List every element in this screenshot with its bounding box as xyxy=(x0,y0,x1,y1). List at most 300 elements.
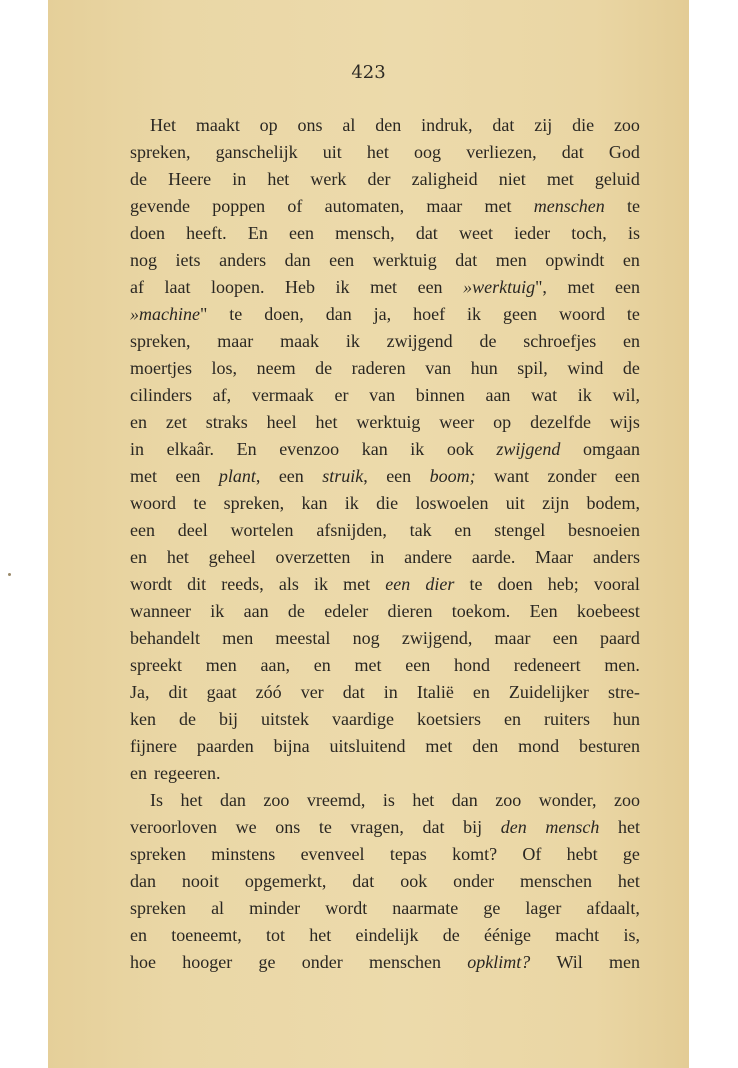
text-line xyxy=(130,733,640,760)
word: menschen xyxy=(533,196,605,216)
word: weer xyxy=(439,412,475,432)
word: toekom. xyxy=(451,601,511,621)
word: »werktuig", xyxy=(463,277,547,297)
word: het xyxy=(309,925,332,945)
word: schroefjes xyxy=(523,331,597,351)
word: heb; xyxy=(547,574,579,594)
text-line xyxy=(130,193,640,220)
word: loswoelen xyxy=(415,493,489,513)
word: men xyxy=(205,655,237,675)
word: spil, xyxy=(517,358,548,378)
word: hooger xyxy=(182,952,233,972)
word: onder xyxy=(453,871,495,891)
word: cilinders xyxy=(130,385,192,405)
word: ruiters xyxy=(543,709,590,729)
text-line xyxy=(130,409,640,436)
body-text xyxy=(130,112,640,976)
word: opwindt xyxy=(545,250,605,270)
word: mensch xyxy=(545,817,600,837)
page-number: 423 xyxy=(351,62,386,83)
word: dat xyxy=(492,115,515,135)
word: vreemd, xyxy=(306,790,366,810)
word: al xyxy=(211,898,225,918)
word: afsnijden, xyxy=(316,520,387,540)
word: een xyxy=(385,574,411,594)
word: te xyxy=(193,493,207,513)
word: hoef xyxy=(413,304,446,324)
text-line xyxy=(130,895,640,922)
word: en xyxy=(130,763,147,783)
word: zijn xyxy=(542,493,570,513)
word: mensch, xyxy=(335,223,395,243)
word: werktuig xyxy=(372,250,437,270)
word: en xyxy=(313,655,331,675)
word: dat xyxy=(422,817,445,837)
word: een xyxy=(289,223,314,243)
word: Heb xyxy=(285,277,316,297)
word: die xyxy=(572,115,595,135)
word: zwijgend xyxy=(386,331,453,351)
word: En xyxy=(247,223,268,243)
word: een xyxy=(614,466,640,486)
word: kan xyxy=(361,439,388,459)
word: ver xyxy=(300,682,324,702)
word: uitstek xyxy=(261,709,310,729)
text-line xyxy=(130,274,640,301)
word: de xyxy=(622,358,640,378)
word: met xyxy=(425,736,453,756)
word: paard xyxy=(599,628,640,648)
word: mond xyxy=(518,736,560,756)
word: te xyxy=(626,196,640,216)
word: ik xyxy=(314,574,329,594)
word: Heere xyxy=(168,169,212,189)
word: het xyxy=(315,412,338,432)
word: den xyxy=(375,115,402,135)
text-line xyxy=(130,436,640,463)
word: ganschelijk xyxy=(215,142,298,162)
text-line xyxy=(130,112,640,139)
word: Maar xyxy=(535,547,574,567)
word: met xyxy=(370,277,398,297)
word: binnen xyxy=(415,385,465,405)
text-line xyxy=(130,787,640,814)
text-line xyxy=(130,355,640,382)
word: bij xyxy=(219,709,239,729)
word: andere xyxy=(404,547,453,567)
word: God xyxy=(608,142,640,162)
word: spreekt xyxy=(130,655,182,675)
text-line xyxy=(130,382,640,409)
word: en xyxy=(130,547,147,567)
text-line xyxy=(130,490,640,517)
word: tepas xyxy=(389,844,427,864)
word: »machine" xyxy=(130,304,208,324)
word: af, xyxy=(212,385,232,405)
word: Italië xyxy=(416,682,454,702)
text-line xyxy=(130,652,640,679)
word: nog xyxy=(130,250,157,270)
word: hoe xyxy=(130,952,156,972)
word: onder xyxy=(301,952,343,972)
word: evenveel xyxy=(300,844,365,864)
text-line xyxy=(130,868,640,895)
word: bij xyxy=(463,817,483,837)
word: maakt xyxy=(195,115,240,135)
word: besnoeien xyxy=(568,520,640,540)
word: is xyxy=(382,790,395,810)
word: een xyxy=(552,628,578,648)
word: los, xyxy=(211,358,238,378)
word: Het xyxy=(150,115,176,135)
word: ik xyxy=(467,304,482,324)
word: maak xyxy=(280,331,320,351)
word: een xyxy=(614,277,640,297)
word: Ja, xyxy=(130,682,150,702)
word: de xyxy=(287,601,305,621)
word: hun xyxy=(470,358,498,378)
text-line xyxy=(130,625,640,652)
word: zoo xyxy=(263,790,290,810)
word: ik xyxy=(410,439,425,459)
word: uit xyxy=(322,142,342,162)
word: bodem, xyxy=(586,493,640,513)
word: spreken, xyxy=(130,142,191,162)
word: er xyxy=(334,385,349,405)
text-line xyxy=(130,544,640,571)
word: boom; xyxy=(429,466,476,486)
word: dan xyxy=(284,250,311,270)
word: of xyxy=(287,196,303,216)
word: is xyxy=(627,223,640,243)
word: maar xyxy=(426,196,463,216)
word: te xyxy=(626,304,640,324)
text-line xyxy=(130,679,640,706)
text-line xyxy=(130,166,640,193)
word: ons xyxy=(297,115,323,135)
word: vermaak xyxy=(251,385,314,405)
word: aan xyxy=(243,601,269,621)
word: opgemerkt, xyxy=(244,871,327,891)
word: te xyxy=(469,574,483,594)
text-line xyxy=(130,328,640,355)
word: aan, xyxy=(260,655,290,675)
word: iets xyxy=(175,250,201,270)
text-line xyxy=(130,841,640,868)
text-line xyxy=(130,598,640,625)
word: en xyxy=(130,412,147,432)
word: is, xyxy=(623,925,640,945)
word: dieren xyxy=(387,601,433,621)
text-line xyxy=(130,922,640,949)
word: den xyxy=(500,817,527,837)
word: en xyxy=(454,520,472,540)
word: werk xyxy=(310,169,347,189)
word: verliezen, xyxy=(466,142,537,162)
word: ons xyxy=(275,817,301,837)
word: het xyxy=(412,790,435,810)
word: ge xyxy=(483,898,501,918)
word: wil, xyxy=(612,385,640,405)
word: automaten, xyxy=(324,196,405,216)
word: plant, xyxy=(218,466,261,486)
word: weet xyxy=(458,223,493,243)
word: zóó xyxy=(255,682,282,702)
word: struik, xyxy=(322,466,368,486)
word: men. xyxy=(604,655,640,675)
word: ik xyxy=(577,385,592,405)
word: menschen xyxy=(368,952,441,972)
word: men xyxy=(495,250,527,270)
word: nog xyxy=(352,628,380,648)
word: edeler xyxy=(324,601,369,621)
word: wat xyxy=(531,385,558,405)
word: nooit xyxy=(181,871,219,891)
word: tak xyxy=(409,520,432,540)
word: maar xyxy=(217,331,254,351)
word: meestal xyxy=(275,628,331,648)
text-line xyxy=(130,220,640,247)
word: stre- xyxy=(607,682,640,702)
word: dat xyxy=(415,223,438,243)
word: dan xyxy=(130,871,156,891)
word: ook xyxy=(446,439,474,459)
word: menschen xyxy=(520,871,592,891)
word: het xyxy=(267,169,290,189)
word: dezelfde xyxy=(530,412,592,432)
word: men xyxy=(222,628,254,648)
word: ik xyxy=(335,277,350,297)
word: ge xyxy=(258,952,276,972)
word: doen, xyxy=(264,304,304,324)
word: het xyxy=(617,871,640,891)
word: in xyxy=(232,169,247,189)
word: heel xyxy=(266,412,297,432)
word: met xyxy=(567,277,595,297)
word: anders xyxy=(219,250,267,270)
text-line xyxy=(130,949,640,976)
text-line xyxy=(130,463,640,490)
word: wordt xyxy=(130,574,172,594)
word: der xyxy=(367,169,391,189)
word: kan xyxy=(301,493,328,513)
word: in xyxy=(370,547,385,567)
word: aan xyxy=(485,385,511,405)
word: elkaâr. xyxy=(166,439,215,459)
word: zet xyxy=(165,412,187,432)
word: een xyxy=(130,520,155,540)
word: woord xyxy=(130,493,176,513)
word: eindelijk xyxy=(355,925,419,945)
word: éénige xyxy=(483,925,531,945)
word: zoo xyxy=(495,790,522,810)
word: op xyxy=(493,412,512,432)
word: ik xyxy=(344,493,359,513)
word: op xyxy=(259,115,278,135)
word: ja, xyxy=(373,304,392,324)
word: de xyxy=(479,331,497,351)
word: neem xyxy=(256,358,296,378)
word: tot xyxy=(265,925,285,945)
word: reeds, xyxy=(221,574,264,594)
text-line xyxy=(130,247,640,274)
word: Zuidelijker xyxy=(508,682,589,702)
text-line xyxy=(130,814,640,841)
word: en xyxy=(130,925,147,945)
word: veroorloven xyxy=(130,817,217,837)
word: toch, xyxy=(571,223,607,243)
word: en xyxy=(623,331,640,351)
word: deel xyxy=(177,520,208,540)
word: laat xyxy=(164,277,191,297)
word: wijs xyxy=(609,412,640,432)
word: dat xyxy=(342,682,365,702)
word: en xyxy=(622,250,640,270)
word: in xyxy=(130,439,145,459)
word: spreken, xyxy=(223,493,285,513)
word: hebt xyxy=(566,844,598,864)
word: gaat xyxy=(206,682,237,702)
word: ik xyxy=(210,601,225,621)
word: vaardige xyxy=(332,709,394,729)
text-line xyxy=(130,517,640,544)
word: wonder, xyxy=(538,790,597,810)
word: spreken xyxy=(130,844,186,864)
word: zaligheid xyxy=(411,169,478,189)
word: doen xyxy=(130,223,165,243)
word: ge xyxy=(622,844,640,864)
word: zoo xyxy=(613,790,640,810)
word: een xyxy=(278,466,304,486)
word: wordt xyxy=(325,898,368,918)
word: bijna xyxy=(273,736,310,756)
word: minder xyxy=(249,898,301,918)
word: oog xyxy=(414,142,442,162)
word: loopen. xyxy=(211,277,265,297)
word: dat xyxy=(352,871,375,891)
word: de xyxy=(179,709,196,729)
word: met xyxy=(546,169,574,189)
word: en xyxy=(472,682,490,702)
word: zij xyxy=(534,115,553,135)
word: wind xyxy=(567,358,604,378)
word: gevende xyxy=(130,196,190,216)
word: zwijgend xyxy=(496,439,561,459)
word: men xyxy=(608,952,640,972)
word: de xyxy=(315,358,333,378)
word: in xyxy=(383,682,398,702)
word: vragen, xyxy=(350,817,404,837)
word: als xyxy=(278,574,299,594)
word: ik xyxy=(345,331,360,351)
word: behandelt xyxy=(130,628,200,648)
word: we xyxy=(235,817,257,837)
word: de xyxy=(442,925,460,945)
word: paarden xyxy=(196,736,254,756)
word: zoo xyxy=(613,115,640,135)
word: zwijgend, xyxy=(401,628,473,648)
word: poppen xyxy=(212,196,266,216)
word: Is xyxy=(150,790,163,810)
word: een xyxy=(417,277,443,297)
margin-speck xyxy=(8,573,11,576)
word: regeeren. xyxy=(154,763,221,783)
word: dit xyxy=(187,574,207,594)
word: een xyxy=(175,466,201,486)
word: wanneer xyxy=(130,601,191,621)
word: het xyxy=(617,817,640,837)
word: spreken, xyxy=(130,331,191,351)
word: af xyxy=(130,277,144,297)
word: geen xyxy=(503,304,537,324)
word: werktuig xyxy=(356,412,421,432)
word: hond xyxy=(453,655,490,675)
word: geluid xyxy=(594,169,640,189)
word: komt? xyxy=(452,844,498,864)
word: met xyxy=(130,466,157,486)
text-line xyxy=(130,301,640,328)
word: omgaan xyxy=(583,439,640,459)
word: koetsiers xyxy=(416,709,481,729)
word: uit xyxy=(505,493,525,513)
word: ook xyxy=(400,871,428,891)
word: dan xyxy=(219,790,246,810)
word: een xyxy=(386,466,412,486)
word: heeft. xyxy=(186,223,227,243)
word: het xyxy=(166,547,189,567)
word: moertjes xyxy=(130,358,192,378)
word: vooral xyxy=(593,574,640,594)
word: van xyxy=(425,358,452,378)
word: koebeest xyxy=(576,601,640,621)
word: want xyxy=(494,466,530,486)
word: straks xyxy=(205,412,248,432)
word: stengel xyxy=(494,520,546,540)
word: ken xyxy=(130,709,156,729)
word: te xyxy=(229,304,243,324)
word: met xyxy=(354,655,382,675)
book-page xyxy=(48,0,689,1068)
word: van xyxy=(369,385,396,405)
word: te xyxy=(318,817,332,837)
word: dan xyxy=(325,304,352,324)
word: toeneemt, xyxy=(171,925,242,945)
word: macht xyxy=(555,925,600,945)
word: niet xyxy=(498,169,526,189)
word: overzetten xyxy=(275,547,351,567)
word: ieder xyxy=(514,223,551,243)
word: opklimt? xyxy=(467,952,531,972)
word: wortelen xyxy=(230,520,294,540)
word: hun xyxy=(612,709,640,729)
word: indruk, xyxy=(421,115,473,135)
word: afdaalt, xyxy=(586,898,640,918)
word: dit xyxy=(168,682,188,702)
word: een xyxy=(405,655,431,675)
word: den xyxy=(472,736,499,756)
word: naarmate xyxy=(392,898,459,918)
word: Wil xyxy=(556,952,583,972)
word: al xyxy=(342,115,356,135)
word: En xyxy=(236,439,257,459)
word: aarde. xyxy=(471,547,516,567)
word: de xyxy=(130,169,147,189)
word: een xyxy=(329,250,355,270)
word: geheel xyxy=(208,547,256,567)
word: dier xyxy=(425,574,455,594)
word: dat xyxy=(455,250,478,270)
word: het xyxy=(180,790,203,810)
